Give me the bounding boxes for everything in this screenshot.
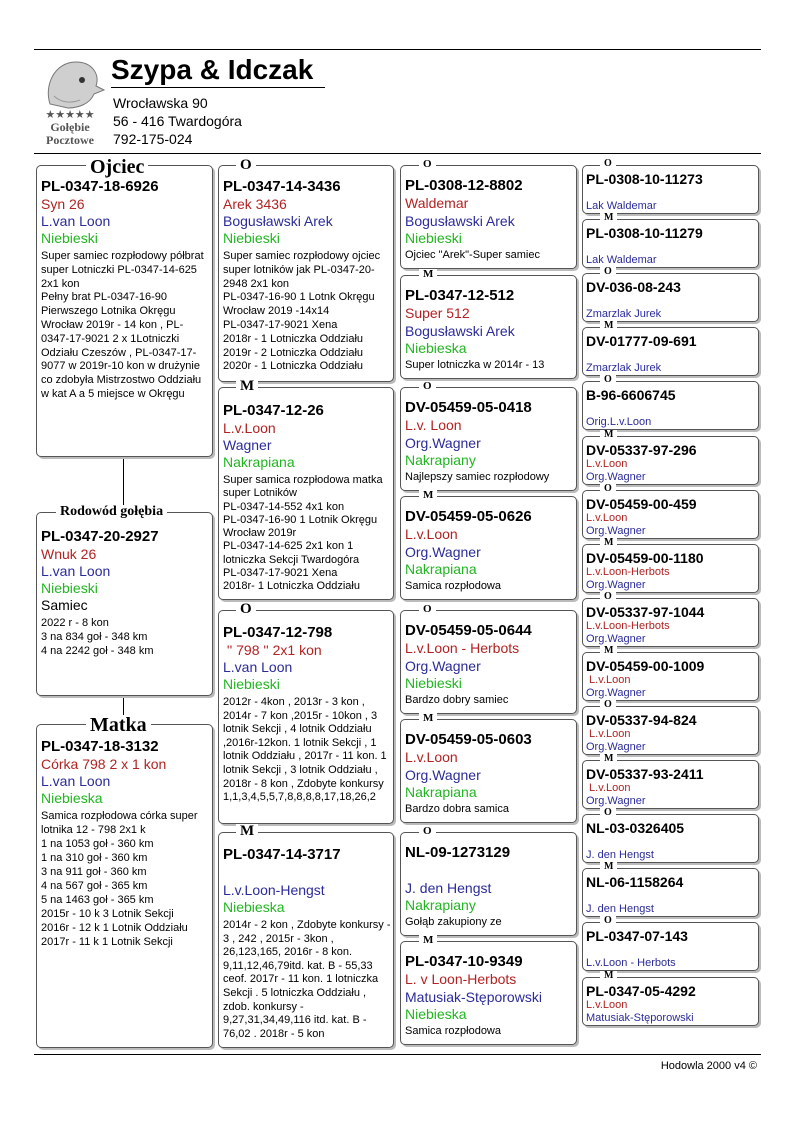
gen3-breeder: Matusiak-Stęporowski <box>405 989 542 1005</box>
mother-label: Matka <box>86 715 151 735</box>
gen4-label: O <box>600 592 616 602</box>
address-line-1: Wrocławska 90 <box>113 95 208 111</box>
gen4-ring: PL-0308-10-11279 <box>586 225 703 242</box>
gen3-color: Nakrapiany <box>405 897 476 913</box>
gen2-4-label: M <box>236 824 258 839</box>
gen4-line1: L.v.Loon <box>586 511 628 524</box>
address-line-2: 56 - 416 Twardogóra <box>113 113 242 129</box>
gen3-ring: PL-0308-12-8802 <box>405 177 523 194</box>
gen4-line1 <box>586 890 756 903</box>
bottom-rule <box>34 1054 761 1055</box>
gen2-color: Nakrapiana <box>223 454 295 470</box>
header-rule <box>34 153 761 154</box>
gen4-line1: L.v.Loon <box>586 998 628 1011</box>
gen4-ring: DV-036-08-243 <box>586 279 681 296</box>
gen4-label: M <box>600 862 617 872</box>
gen4-card[interactable] <box>582 922 759 971</box>
gen3-color: Nakrapiany <box>405 452 476 468</box>
gen2-notes: 2014r - 2 kon , Zdobyte konkursy - 3 , 242 , 2015r - 3kon , 26,123,165, 2016r - 8 kon. 9,11,12,46,79itd. kat. B - 55,33 ceof. 2017r - 11 kon. 1 lotniczka Sekcji . 5 lotniczka Oddziału , zdob. konkursy - 9,27,31,34,49,116 itd. kat. B - 76,02 . 2018r - 5 kon <box>223 919 391 1040</box>
gen4-line1: L.v.Loon <box>586 673 631 686</box>
gen4-card[interactable] <box>582 598 759 647</box>
footer-credit: Hodowla 2000 v4 © <box>660 1060 757 1072</box>
gen3-notes: Gołąb zakupiony ze <box>405 916 502 928</box>
gen4-line2: Orig.L.v.Loon <box>586 416 652 429</box>
gen4-label: M <box>600 321 617 331</box>
gen3-label: M <box>419 490 437 501</box>
gen4-line1 <box>586 403 756 416</box>
gen3-notes: Samica rozpłodowa <box>405 1025 501 1037</box>
gen4-card[interactable] <box>582 490 759 539</box>
gen4-line1: L.v.Loon <box>586 457 628 470</box>
gen4-label: O <box>600 700 616 710</box>
gen4-line1: L.v.Loon-Herbots <box>586 619 670 632</box>
mother-color: Niebieska <box>41 790 103 806</box>
gen4-line2: Lak Waldemar <box>586 200 657 212</box>
subject-ring: PL-0347-20-2927 <box>41 528 159 545</box>
gen3-breeder: Bogusławski Arek <box>405 323 515 339</box>
gen4-line2: Zmarzlak Jurek <box>586 308 662 321</box>
gen3-ring: PL-0347-10-9349 <box>405 953 523 970</box>
connector-father-subject <box>123 456 124 510</box>
gen3-breeder: Org.Wagner <box>405 544 481 560</box>
gen2-1-label: O <box>236 158 256 173</box>
mother-name: Córka 798 2 x 1 kon <box>41 756 167 772</box>
gen2-ring: PL-0347-14-3436 <box>223 178 341 195</box>
subject-color: Niebieski <box>41 580 98 596</box>
gen4-card[interactable] <box>582 273 759 322</box>
gen2-card-1[interactable] <box>218 165 394 382</box>
gen3-breeder: Org.Wagner <box>405 435 481 451</box>
gen4-label: O <box>600 159 616 169</box>
gen4-line2: Org.Wagner <box>586 795 646 808</box>
gen4-ring: DV-05337-94-824 <box>586 712 697 728</box>
gen4-card[interactable] <box>582 760 759 809</box>
gen3-notes: Najlepszy samiec rozpłodowy <box>405 471 550 483</box>
gen2-name: Arek 3436 <box>223 196 287 212</box>
gen3-name: L.v.Loon - Herbots <box>405 640 520 656</box>
logo-text-1: Gołębie <box>50 120 90 134</box>
gen3-card[interactable] <box>400 387 577 491</box>
gen4-card[interactable] <box>582 868 759 917</box>
gen4-line2: Org.Wagner <box>586 741 646 753</box>
gen4-line2: Org.Wagner <box>586 524 646 537</box>
gen4-label: M <box>600 971 617 981</box>
gen4-line1: L.v.Loon <box>586 782 631 795</box>
gen3-ring: DV-05459-05-0644 <box>405 622 532 639</box>
gen3-label: O <box>419 381 436 392</box>
gen2-card-4[interactable] <box>218 832 394 1048</box>
gen3-color: Niebieska <box>405 1006 467 1022</box>
gen4-line1 <box>586 295 756 308</box>
gen4-line1 <box>586 836 756 849</box>
gen3-ring: NL-09-1273129 <box>405 844 511 861</box>
gen4-ring: DV-05459-00-1009 <box>586 657 705 674</box>
subject-notes: 2022 r - 8 kon 3 na 834 goł - 348 km 4 na 2242 goł - 348 km <box>41 617 154 657</box>
gen4-label: M <box>600 538 617 548</box>
gen3-label: O <box>419 604 436 615</box>
gen3-color: Nakrapiana <box>405 784 477 800</box>
gen2-2-label: M <box>236 379 258 394</box>
gen2-ring: PL-0347-12-26 <box>223 402 324 419</box>
gen3-label: M <box>419 713 437 724</box>
father-color: Niebieski <box>41 230 98 246</box>
gen4-line2: L.v.Loon - Herbots <box>586 957 676 970</box>
gen3-color: Niebieska <box>405 340 467 356</box>
gen4-card[interactable] <box>582 165 759 214</box>
gen3-color: Nakrapiana <box>405 561 477 577</box>
breeder-name-underline <box>111 87 325 88</box>
gen2-card-2[interactable] <box>218 387 394 600</box>
gen3-notes: Ojciec "Arek"-Super samiec <box>405 249 540 261</box>
gen4-label: O <box>600 916 616 926</box>
gen2-ring: PL-0347-14-3717 <box>223 846 341 863</box>
gen4-line1 <box>586 187 756 200</box>
gen4-label: M <box>600 213 617 223</box>
gen2-card-3[interactable] <box>218 610 394 824</box>
gen3-name: L.v.Loon <box>405 526 458 542</box>
gen4-line2: Org.Wagner <box>586 470 646 483</box>
gen3-breeder: Bogusławski Arek <box>405 213 515 229</box>
subject-breeder: L.van Loon <box>41 563 111 579</box>
gen3-name: L.v.Loon <box>405 749 458 765</box>
gen4-card[interactable] <box>582 814 759 863</box>
father-notes: Super samiec rozpłodowy półbrat super Lotniczki PL-0347-14-625 2x1 kon Pełny brat PL-0347-16-90 Pierwszego Lotnika Okręgu Wrocław 2019r - 14 kon , PL-0347-17-9021 2 x 1Lotniczki Odziału Czeszów , PL-0347-17-9077 w 2019r-10 kon w drużynie co zdobyła Mistrzostwo Oddziału w kat A a 5 miejsce w Okręgu <box>41 250 204 400</box>
gen2-ring: PL-0347-12-798 <box>223 624 333 641</box>
gen4-line2: Matusiak-Stęporowski <box>586 1011 694 1024</box>
gen4-label: O <box>600 375 616 385</box>
gen3-name: Super 512 <box>405 305 470 321</box>
gen4-ring: DV-05337-97-296 <box>586 441 697 458</box>
mother-notes: Samica rozpłodowa córka super lotnika 12 - 798 2x1 k 1 na 1053 goł - 360 km 1 na 310 goł - 360 km 3 na 911 goł - 360 km 4 na 567 goł - 365 km 5 na 1463 goł - 365 km 2015r - 10 k 3 Lotnik Sekcji 2016r - 12 k 1 Lotnik Oddziału 2017r - 11 k 1 Lotnik Sekcji <box>41 810 198 948</box>
pigeon-logo <box>34 56 106 148</box>
gen4-ring: DV-05337-93-2411 <box>586 766 704 783</box>
gen4-ring: DV-05337-97-1044 <box>586 603 705 620</box>
top-rule <box>34 49 761 50</box>
gen3-name: L.v. Loon <box>405 417 462 433</box>
logo-text-2: Pocztowe <box>46 133 94 147</box>
gen4-ring: PL-0347-05-4292 <box>586 982 696 999</box>
father-breeder: L.van Loon <box>41 213 111 229</box>
gen3-breeder: Org.Wagner <box>405 658 481 674</box>
gen4-ring: PL-0347-07-143 <box>586 928 688 945</box>
gen3-breeder: J. den Hengst <box>405 880 492 896</box>
gen4-label: M <box>600 754 617 764</box>
gen3-name: Waldemar <box>405 195 469 211</box>
gen4-card[interactable] <box>582 381 759 430</box>
gen3-card[interactable] <box>400 719 577 823</box>
gen3-ring: PL-0347-12-512 <box>405 287 515 304</box>
gen4-card[interactable] <box>582 652 759 701</box>
gen2-breeder: Bogusławski Arek <box>223 213 333 229</box>
gen4-ring: DV-05459-00-459 <box>586 495 697 512</box>
gen4-label: O <box>600 267 616 277</box>
gen4-line2: Org.Wagner <box>586 578 646 591</box>
gen4-card[interactable] <box>582 327 759 376</box>
gen2-notes: Super samiec rozpłodowy ojciec super lotników jak PL-0347-20-2948 2x1 kon PL-0347-16-90 1 Lotnk Okręgu Wrocław 2019 -14x14 PL-0347-17-9021 Xena 2018r - 1 Lotniczka Oddziału 2019r - 2 Lotniczka Oddziału 2020r - 1 Lotniczka Oddziału <box>223 250 381 373</box>
gen2-color: Niebieski <box>223 230 280 246</box>
gen3-name <box>405 862 573 879</box>
father-label: Ojciec <box>86 157 148 177</box>
gen4-ring: DV-05459-00-1180 <box>586 549 704 566</box>
gen4-line2: J. den Hengst <box>586 903 654 916</box>
gen2-breeder: L.van Loon <box>223 659 293 675</box>
gen4-line2: Zmarzlak Jurek <box>586 362 662 375</box>
gen4-card[interactable] <box>582 706 759 755</box>
gen4-line2: Org.Wagner <box>586 632 646 645</box>
gen3-breeder: Org.Wagner <box>405 767 481 783</box>
gen3-card[interactable] <box>400 165 577 269</box>
gen4-line1: L.v.Loon <box>586 728 631 740</box>
gen2-breeder: L.v.Loon-Hengst <box>223 882 325 898</box>
gen4-ring: B-96-6606745 <box>586 387 676 404</box>
subject-sex: Samiec <box>41 597 88 613</box>
svg-text:★★★★★: ★★★★★ <box>45 108 95 121</box>
gen4-line1 <box>586 944 756 957</box>
gen3-card[interactable] <box>400 610 577 714</box>
subject-card[interactable] <box>36 512 213 696</box>
gen4-line1 <box>586 349 756 362</box>
mother-card[interactable] <box>36 724 213 1048</box>
gen3-color: Niebieski <box>405 230 462 246</box>
subject-name: Wnuk 26 <box>41 546 97 562</box>
gen4-line1: L.v.Loon-Herbots <box>586 565 670 578</box>
gen3-card[interactable] <box>400 941 577 1045</box>
gen3-name: L. v Loon-Herbots <box>405 971 517 987</box>
gen2-notes: 2012r - 4kon , 2013r - 3 kon , 2014r - 7 kon ,2015r - 10kon , 3 lotnik Sekcji , 4 lotnik Oddziału ,2016r-12kon. 1 lotnik Sekcji , 1 lotnik Oddziału , 2017r - 11 kon. 1 lotnik Sekcji , 3 lotnik Oddziału , 2018r - 8 kon , Zdobyte konkursy 1,1,3,4,5,5,7,8,8,8,8,17,18,26,2 <box>223 696 387 804</box>
mother-ring: PL-0347-18-3132 <box>41 738 159 755</box>
gen4-label: M <box>600 646 617 656</box>
gen4-card[interactable] <box>582 219 759 268</box>
gen4-label: O <box>600 484 616 494</box>
gen2-3-label: O <box>236 602 256 617</box>
gen3-notes: Bardzo dobry samiec <box>405 694 509 706</box>
gen2-color: Niebieski <box>223 676 280 692</box>
gen3-label: O <box>419 159 436 170</box>
gen3-notes: Samica rozpłodowa <box>405 580 501 592</box>
gen4-ring: NL-06-1158264 <box>586 874 684 891</box>
gen4-line1 <box>586 241 756 254</box>
mother-breeder: L.van Loon <box>41 773 111 789</box>
gen4-label: O <box>600 808 616 818</box>
gen2-notes: Super samica rozpłodowa matka super Lotników PL-0347-14-552 4x1 kon PL-0347-16-90 1 Lotnik Okręgu Wrocław 2019r PL-0347-14-625 2x1 kon 1 lotniczka Sekcji Twardogóra PL-0347-17-9021 Xena 2018r- 1 Lotniczka Oddziału <box>223 474 383 593</box>
gen3-ring: DV-05459-05-0418 <box>405 399 532 416</box>
gen3-ring: DV-05459-05-0626 <box>405 508 532 525</box>
gen4-line2: Lak Waldemar <box>586 254 657 267</box>
pedigree-label: Rodowód gołębia <box>56 505 167 519</box>
gen4-card[interactable] <box>582 977 759 1026</box>
gen4-ring: PL-0308-10-11273 <box>586 171 703 187</box>
gen4-card[interactable] <box>582 544 759 593</box>
gen3-notes: Bardzo dobra samica <box>405 803 509 815</box>
gen3-label: M <box>419 269 437 280</box>
gen2-name: '' 798 '' 2x1 kon <box>223 642 322 658</box>
gen2-color: Niebieska <box>223 899 285 915</box>
gen4-card[interactable] <box>582 436 759 485</box>
breeder-name: Szypa & Idczak <box>111 54 314 85</box>
gen2-name: L.v.Loon <box>223 420 276 436</box>
gen3-card[interactable] <box>400 275 577 379</box>
father-name: Syn 26 <box>41 196 85 212</box>
gen3-card[interactable] <box>400 496 577 600</box>
father-ring: PL-0347-18-6926 <box>41 178 159 195</box>
gen3-label: M <box>419 935 437 946</box>
gen4-ring: NL-03-0326405 <box>586 820 685 837</box>
gen3-notes: Super lotniczka w 2014r - 13 <box>405 359 545 371</box>
gen3-color: Niebieski <box>405 675 462 691</box>
phone: 792-175-024 <box>113 131 193 147</box>
gen4-label: M <box>600 430 617 440</box>
gen4-line2: Org.Wagner <box>586 686 646 699</box>
gen3-card[interactable] <box>400 832 577 936</box>
gen3-ring: DV-05459-05-0603 <box>405 731 532 748</box>
gen4-ring: DV-01777-09-691 <box>586 333 697 350</box>
gen2-breeder: Wagner <box>223 437 272 453</box>
gen2-name <box>223 864 391 881</box>
father-card[interactable] <box>36 165 213 457</box>
gen4-line2: J. den Hengst <box>586 849 654 862</box>
gen3-label: O <box>419 826 436 837</box>
